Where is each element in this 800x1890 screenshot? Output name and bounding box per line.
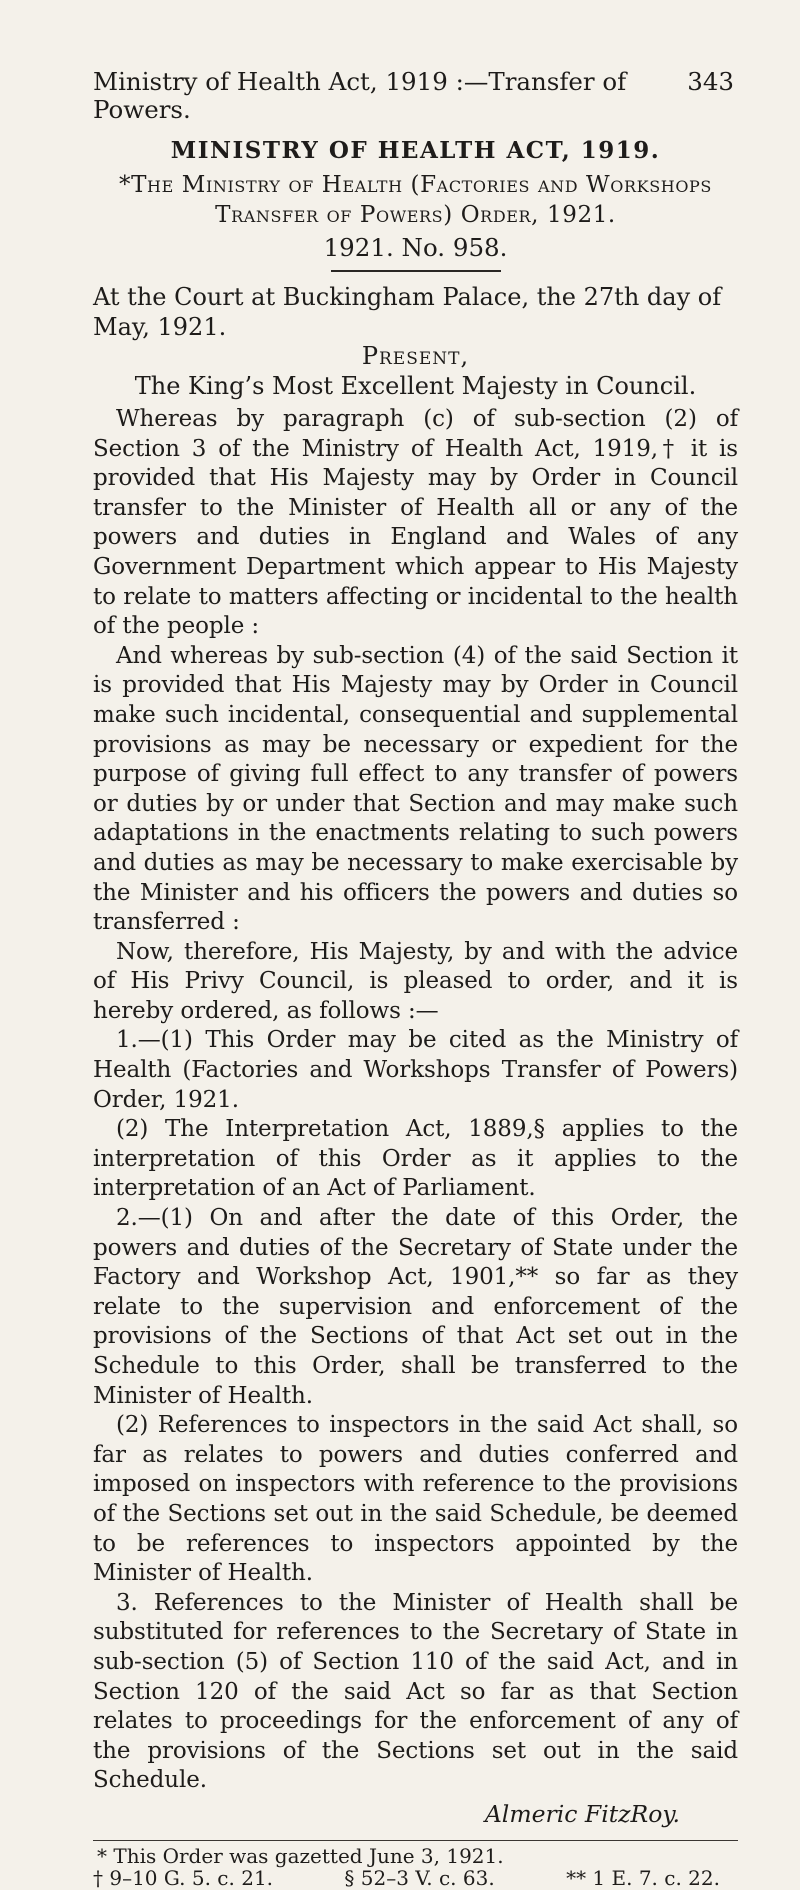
enacting-clause: Now, therefore, His Majesty, by and with the advice of His Privy Council, is pleased to order, and it is hereby ordered, as follows :— <box>93 938 738 1024</box>
order-number: 1921. No. 958. <box>323 233 508 262</box>
article-3: 3. References to the Minister of Health shall be substituted for references to the Secretary of State in sub-section (5) of Section 110 of the said Act, and in Section 120 of the said Act so far as that Section relates to proceedings for the enforcement of any of the provisions of the Sections set out in the said Schedule. <box>93 1589 738 1794</box>
recital-whereas: Whereas by paragraph (c) of sub-section (2) of Section 3 of the Ministry of Health Act, 1919,† it is provided that His Majesty may by Order in Council transfer to the Minister of Health all or any of the powers and duties in England and Wales of any Government Department which appear to His Majesty to relate to matters affecting or incidental to the health of the people : <box>93 406 738 640</box>
running-header <box>93 68 738 124</box>
council-line: The King’s Most Excellent Majesty in Council. <box>134 372 697 400</box>
present-line: Present, <box>361 342 470 370</box>
running-title: Ministry of Health Act, 1919 :—Transfer of Powers. <box>93 67 627 124</box>
footnote-ref-dagger: † 9–10 G. 5. c. 21. <box>93 1865 274 1890</box>
article-1-2: (2) The Interpretation Act, 1889,§ applies to the interpretation of this Order as it applies to the interpretation of an Act of Parliament. <box>93 1116 738 1202</box>
signature: Almeric FitzRoy. <box>484 1799 680 1828</box>
article-2-2: (2) References to inspectors in the said Act shall, so far as relates to powers and duties conferred and imposed on inspectors with reference to the provisions of the Sections set out in the said Schedule, be deemed to be references to inspectors appointed by the Minister of Health. <box>93 1412 738 1587</box>
page-number: 343 <box>687 67 734 96</box>
article-1-1: 1.—(1) This Order may be cited as the Ministry of Health (Factories and Workshops Transfer of Powers) Order, 1921. <box>93 1027 738 1113</box>
footnote-divider <box>93 1840 738 1841</box>
footnote-ref-double-star: ** 1 E. 7. c. 22. <box>566 1865 720 1890</box>
recital-and-whereas: And whereas by sub-section (4) of the said Section it is provided that His Majesty may by Order in Council make such incidental, consequential and supplemental provisions as may be necessary or expedient for the purpose of giving full effect to any transfer of powers or duties by or under that Section and may make such adaptations in the enactments relating to such powers and duties as may be necessary to make exercisable by the Minister and his officers the powers and duties so transferred : <box>93 642 738 936</box>
footnote-gazette: * This Order was gazetted June 3, 1921. <box>97 1843 504 1868</box>
title-divider <box>331 270 501 272</box>
footnote-references <box>93 1867 720 1889</box>
footnote-ref-section: § 52–3 V. c. 63. <box>344 1865 495 1890</box>
preamble <box>93 282 738 401</box>
act-heading: MINISTRY OF HEALTH ACT, 1919. <box>170 137 661 164</box>
place-date-line: At the Court at Buckingham Palace, the 27th day of May, 1921. <box>93 283 722 341</box>
article-2-1: 2.—(1) On and after the date of this Order, the powers and duties of the Secretary of State under the Factory and Workshop Act, 1901,** so far as they relate to the supervision and enforcement of the provisions of the Sections of that Act set out in the Schedule to this Order, shall be transferred to the Minister of Health. <box>93 1205 738 1409</box>
order-body <box>93 405 738 1796</box>
title-block <box>93 136 738 272</box>
order-title: *The Ministry of Health (Factories and Workshops Transfer of Powers) Order, 1921. <box>119 172 712 228</box>
